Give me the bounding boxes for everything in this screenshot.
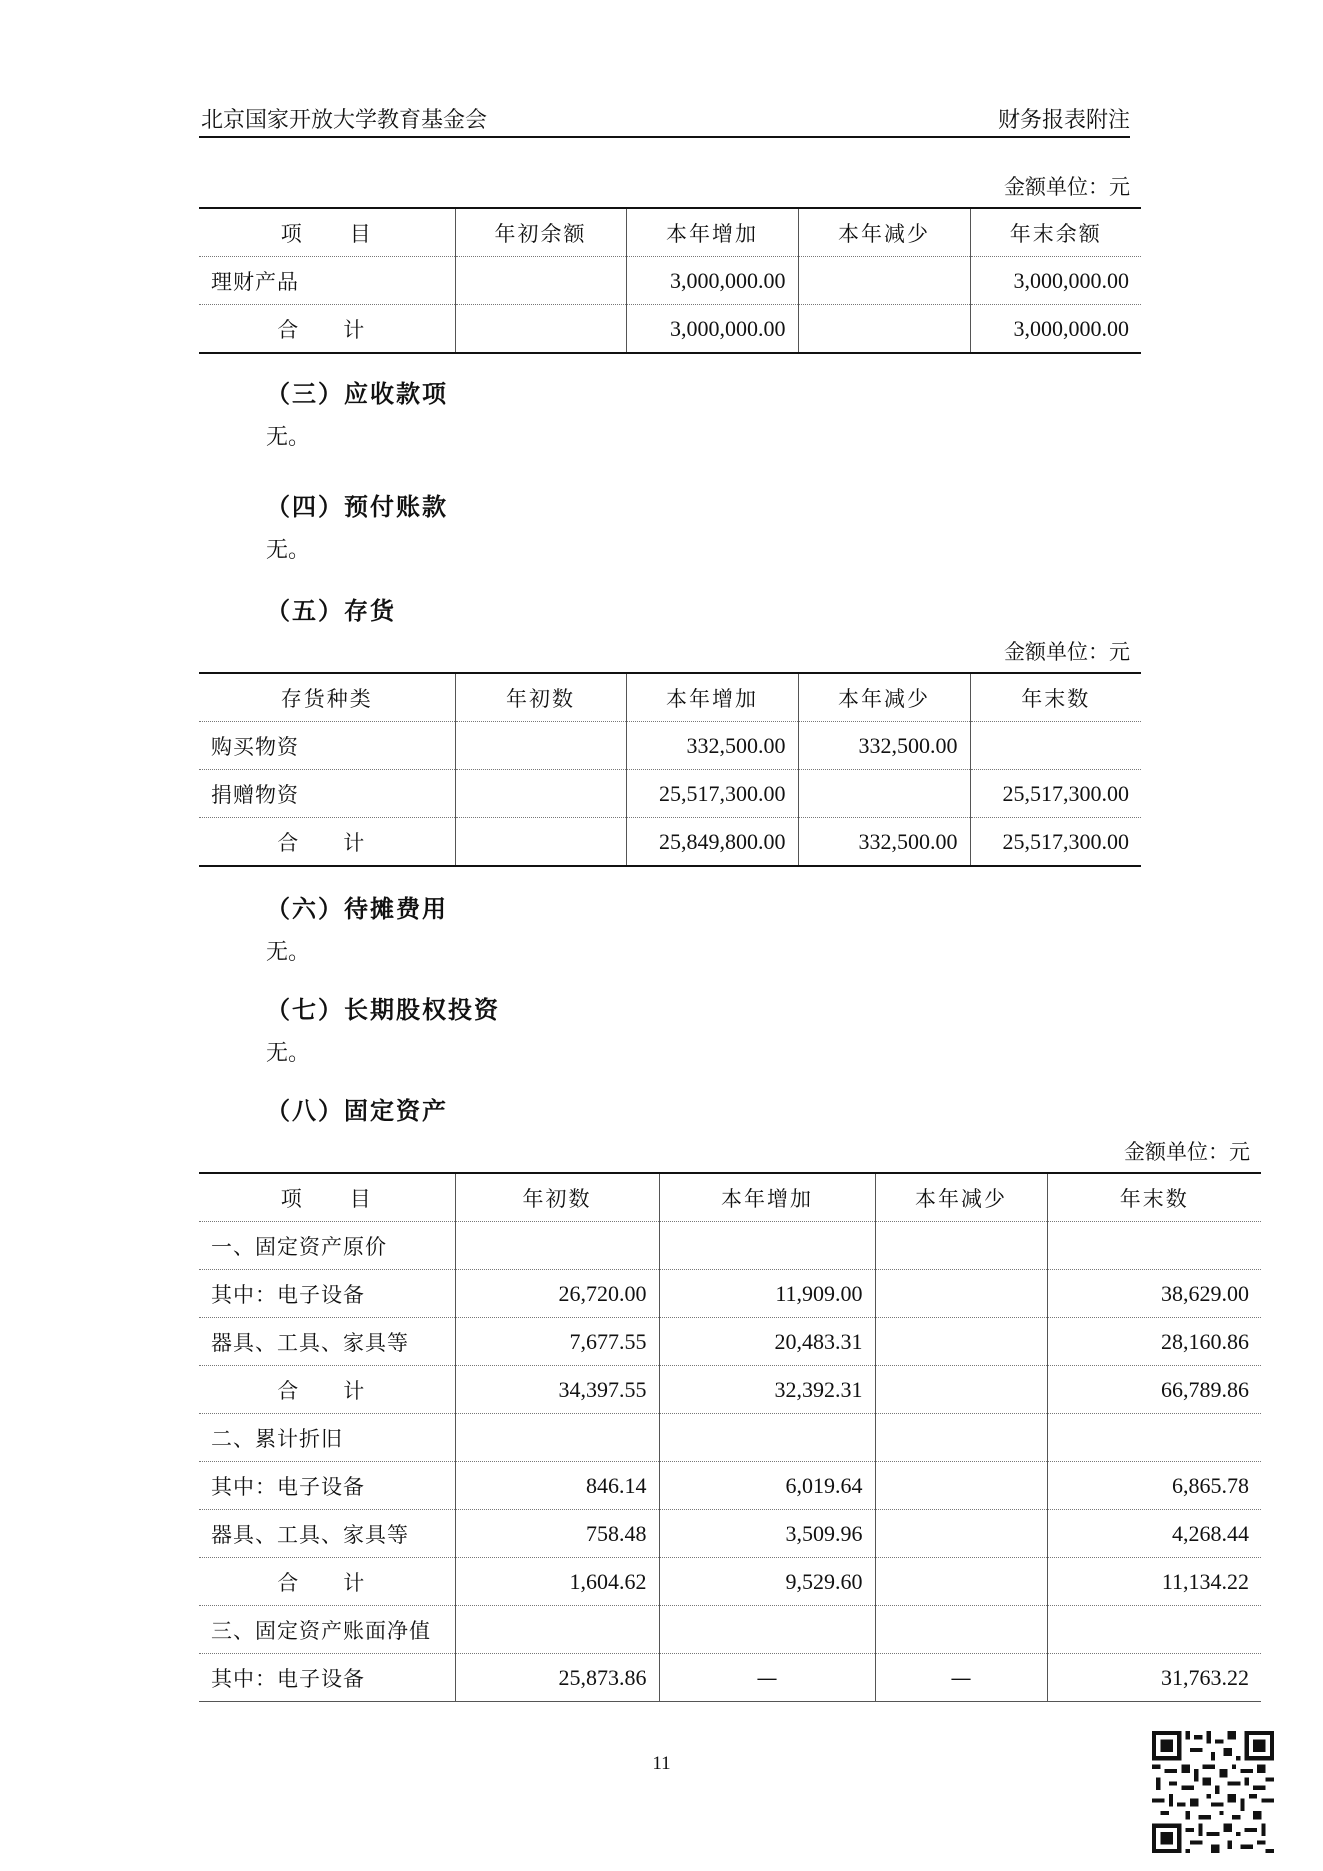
cell-begin: 758.48 <box>455 1510 659 1558</box>
table-total-row <box>199 818 1141 867</box>
cell-begin: 26,720.00 <box>455 1270 659 1318</box>
subtotal-label: 合 计 <box>199 1366 455 1414</box>
table-row <box>199 1654 1261 1702</box>
table-total-row <box>199 305 1141 354</box>
row-item: 其中：电子设备 <box>199 1270 455 1318</box>
header-rule <box>199 136 1130 138</box>
row-item: 器具、工具、家具等 <box>199 1318 455 1366</box>
cell-increase: 3,509.96 <box>659 1510 875 1558</box>
cell-begin: 25,873.86 <box>455 1654 659 1702</box>
col-header: 年初余额 <box>455 208 626 257</box>
col-header: 年初数 <box>455 1173 659 1222</box>
table-header-row <box>199 673 1141 722</box>
table-row <box>199 1222 1261 1270</box>
row-item: 三、固定资产账面净值 <box>199 1606 455 1654</box>
row-item: 二、累计折旧 <box>199 1414 455 1462</box>
col-header: 年末余额 <box>970 208 1141 257</box>
cell-increase: 25,517,300.00 <box>626 770 798 818</box>
section-title: （四）预付账款 <box>266 492 448 521</box>
page-number: 11 <box>652 1753 671 1774</box>
qr-code-icon <box>1152 1731 1274 1853</box>
cell-end: 4,268.44 <box>1047 1510 1261 1558</box>
cell-begin <box>455 770 626 818</box>
table-row <box>199 1270 1261 1318</box>
cell-end <box>1047 1222 1261 1270</box>
col-header: 本年增加 <box>626 208 798 257</box>
cell-decrease: — <box>875 1654 1047 1702</box>
cell-decrease <box>875 1462 1047 1510</box>
col-header: 本年减少 <box>798 673 970 722</box>
cell-begin: 34,397.55 <box>455 1366 659 1414</box>
cell-decrease <box>875 1366 1047 1414</box>
cell-begin: 7,677.55 <box>455 1318 659 1366</box>
col-header: 年末数 <box>1047 1173 1261 1222</box>
row-item: 一、固定资产原价 <box>199 1222 455 1270</box>
cell-begin <box>455 305 626 354</box>
section-title: （五）存货 <box>266 596 396 625</box>
row-item: 购买物资 <box>199 722 455 770</box>
cell-decrease <box>798 305 970 354</box>
section-body: 无。 <box>266 538 311 563</box>
section-body: 无。 <box>266 940 311 965</box>
table-subtotal-row <box>199 1558 1261 1606</box>
header-document-title: 财务报表附注 <box>997 108 1130 133</box>
table-header-row <box>199 1173 1261 1222</box>
col-header: 年末数 <box>970 673 1141 722</box>
cell-begin <box>455 1222 659 1270</box>
cell-decrease: 332,500.00 <box>798 722 970 770</box>
unit-label: 金额单位：元 <box>1124 1140 1250 1164</box>
cell-increase: 11,909.00 <box>659 1270 875 1318</box>
row-item: 其中：电子设备 <box>199 1654 455 1702</box>
investment-table <box>199 207 1141 354</box>
fixed-assets-table <box>199 1172 1261 1702</box>
table-header-row <box>199 208 1141 257</box>
cell-end: 66,789.86 <box>1047 1366 1261 1414</box>
cell-decrease <box>875 1510 1047 1558</box>
cell-end: 25,517,300.00 <box>970 818 1141 867</box>
table-row <box>199 770 1141 818</box>
unit-label: 金额单位：元 <box>1004 175 1130 199</box>
cell-end: 3,000,000.00 <box>970 305 1141 354</box>
cell-increase <box>659 1414 875 1462</box>
cell-decrease <box>875 1606 1047 1654</box>
cell-increase <box>659 1606 875 1654</box>
cell-decrease <box>798 770 970 818</box>
cell-increase: 3,000,000.00 <box>626 305 798 354</box>
row-item: 其中：电子设备 <box>199 1462 455 1510</box>
table-row <box>199 1510 1261 1558</box>
table-row <box>199 1414 1261 1462</box>
cell-increase: 6,019.64 <box>659 1462 875 1510</box>
section-title: （六）待摊费用 <box>266 894 448 923</box>
col-header: 年初数 <box>455 673 626 722</box>
cell-decrease <box>875 1558 1047 1606</box>
cell-begin <box>455 722 626 770</box>
unit-label: 金额单位：元 <box>1004 640 1130 664</box>
table-row <box>199 257 1141 305</box>
cell-increase: 20,483.31 <box>659 1318 875 1366</box>
row-item: 理财产品 <box>199 257 455 305</box>
cell-increase: 32,392.31 <box>659 1366 875 1414</box>
cell-end: 38,629.00 <box>1047 1270 1261 1318</box>
cell-begin: 1,604.62 <box>455 1558 659 1606</box>
cell-begin: 846.14 <box>455 1462 659 1510</box>
col-header: 项 目 <box>199 208 455 257</box>
cell-increase: 25,849,800.00 <box>626 818 798 867</box>
col-header: 本年增加 <box>626 673 798 722</box>
cell-end <box>970 722 1141 770</box>
cell-end: 28,160.86 <box>1047 1318 1261 1366</box>
table-row <box>199 722 1141 770</box>
cell-begin <box>455 1606 659 1654</box>
inventory-table <box>199 672 1141 867</box>
section-body: 无。 <box>266 425 311 450</box>
cell-end: 31,763.22 <box>1047 1654 1261 1702</box>
section-title: （三）应收款项 <box>266 379 448 408</box>
cell-begin <box>455 818 626 867</box>
cell-end: 11,134.22 <box>1047 1558 1261 1606</box>
cell-begin <box>455 257 626 305</box>
cell-decrease <box>798 257 970 305</box>
table-row <box>199 1462 1261 1510</box>
col-header: 本年减少 <box>798 208 970 257</box>
cell-end <box>1047 1414 1261 1462</box>
cell-decrease: 332,500.00 <box>798 818 970 867</box>
col-header: 本年减少 <box>875 1173 1047 1222</box>
cell-decrease <box>875 1318 1047 1366</box>
row-item: 捐赠物资 <box>199 770 455 818</box>
col-header: 存货种类 <box>199 673 455 722</box>
table-subtotal-row <box>199 1366 1261 1414</box>
section-title: （七）长期股权投资 <box>266 995 500 1024</box>
table-row <box>199 1606 1261 1654</box>
cell-decrease <box>875 1414 1047 1462</box>
subtotal-label: 合 计 <box>199 1558 455 1606</box>
table-row <box>199 1318 1261 1366</box>
total-label: 合 计 <box>277 830 377 855</box>
section-title: （八）固定资产 <box>266 1096 448 1125</box>
cell-decrease <box>875 1222 1047 1270</box>
header-organization: 北京国家开放大学教育基金会 <box>201 108 488 133</box>
cell-increase: 3,000,000.00 <box>626 257 798 305</box>
cell-increase: — <box>659 1654 875 1702</box>
cell-increase: 9,529.60 <box>659 1558 875 1606</box>
cell-begin <box>455 1414 659 1462</box>
col-header: 本年增加 <box>659 1173 875 1222</box>
cell-end <box>1047 1606 1261 1654</box>
col-header: 项 目 <box>199 1173 455 1222</box>
cell-end: 3,000,000.00 <box>970 257 1141 305</box>
cell-increase <box>659 1222 875 1270</box>
cell-end: 25,517,300.00 <box>970 770 1141 818</box>
total-label: 合 计 <box>277 317 377 342</box>
section-body: 无。 <box>266 1041 311 1066</box>
cell-increase: 332,500.00 <box>626 722 798 770</box>
row-item: 器具、工具、家具等 <box>199 1510 455 1558</box>
cell-end: 6,865.78 <box>1047 1462 1261 1510</box>
cell-decrease <box>875 1270 1047 1318</box>
